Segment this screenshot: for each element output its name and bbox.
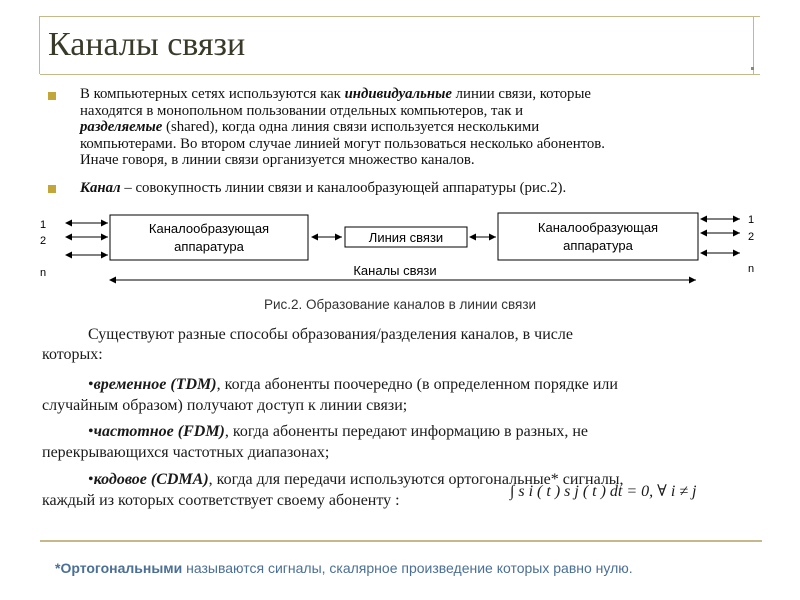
footer-note-bold: *Ортогональными [55, 560, 183, 576]
footer-note [55, 560, 633, 576]
figure-caption: Рис.2. Образование каналов в линии связи [264, 297, 537, 312]
methods-intro-line-2: которых: [42, 346, 103, 363]
method-fdm-line-1 [88, 422, 800, 442]
text-run: компьютерами. Во втором случае линией могут пользоваться несколько абонентов. [80, 135, 605, 152]
left-box-line-1: Каналообразующая [148, 221, 270, 236]
bullet-paragraph-2 [80, 180, 770, 197]
right-label-2: 2 [748, 231, 755, 243]
bullet-2-line-1 [80, 180, 770, 197]
method-fdm-text-2: перекрывающихся частотных диапазонах; [42, 444, 330, 461]
footer-divider [40, 540, 762, 542]
slide-title: Каналы связи [48, 26, 246, 63]
method-tdm-name: временное (TDM) [93, 376, 217, 393]
emphasis-term: Канал [80, 180, 121, 196]
method-fdm-name: частотное (FDM) [93, 423, 225, 440]
channels-span-label: Каналы связи [353, 263, 437, 278]
method-tdm-bullet: • [88, 376, 94, 393]
method-cdma-text-1: , когда для передачи используются ортогональные* сигналы, [208, 471, 624, 488]
bullet-marker-1 [48, 92, 56, 100]
method-tdm-text-1: , когда абоненты поочередно (в определенном порядке или [216, 376, 618, 393]
right-label-1: 1 [748, 214, 755, 226]
text-run: линии связи, которые [451, 86, 591, 102]
bullet-paragraph-1 [80, 86, 770, 169]
bullet-1-line-4 [80, 136, 770, 153]
left-label-n: n [40, 267, 47, 279]
bullet-1-line-5 [80, 152, 770, 169]
methods-intro-line-1: Существуют разные способы образования/разделения каналов, в числе [88, 326, 573, 343]
text-run: В компьютерных сетях используются как [80, 86, 345, 102]
title-dot [751, 67, 754, 70]
right-label-n: n [748, 263, 755, 275]
title-frame-bottom [40, 74, 760, 75]
title-frame-top [40, 16, 760, 17]
title-frame-left [39, 16, 40, 74]
left-box-line-2: аппаратура [174, 239, 244, 254]
line-box-label: Линия связи [368, 230, 444, 245]
text-run: находятся в монопольном пользовании отдельных компьютеров, так и [80, 102, 524, 119]
method-fdm-bullet: • [88, 423, 94, 440]
text-run: – совокупность линии связи и каналообразующей аппаратуры (рис.2). [120, 180, 567, 196]
bullet-1-line-3 [80, 119, 770, 136]
left-label-1: 1 [40, 219, 47, 231]
emphasis-term: разделяемые [80, 119, 163, 135]
method-tdm-line-1 [88, 375, 800, 395]
method-cdma-name: кодовое (CDMA) [93, 471, 209, 488]
right-box-line-2: аппаратура [563, 238, 633, 253]
bullet-marker-2 [48, 185, 56, 193]
bullet-1-line-2 [80, 103, 770, 120]
right-box-line-1: Каналообразующая [537, 220, 659, 235]
method-tdm-text-2: случайным образом) получают доступ к линии связи; [42, 397, 408, 414]
footer-note-rest: называются сигналы, скалярное произведение которых равно нулю. [182, 560, 633, 576]
emphasis-term: индивидуальные [344, 86, 452, 102]
method-fdm-text-1: , когда абоненты передают информацию в разных, не [224, 423, 588, 440]
method-cdma-text-2: каждый из которых соответствует своему абоненту : [42, 492, 400, 509]
left-label-2: 2 [40, 235, 47, 247]
text-run: Иначе говоря, в линии связи организуется множество каналов. [80, 152, 475, 168]
bullet-1-line-1 [80, 86, 770, 103]
orthogonality-formula: ∫ s i ( t ) s j ( t ) dt = 0, ∀ i ≠ j [510, 483, 697, 500]
method-cdma-bullet: • [88, 471, 94, 488]
title-frame-right [753, 16, 754, 74]
text-run: (shared), когда одна линия связи используется несколькими [162, 119, 540, 135]
